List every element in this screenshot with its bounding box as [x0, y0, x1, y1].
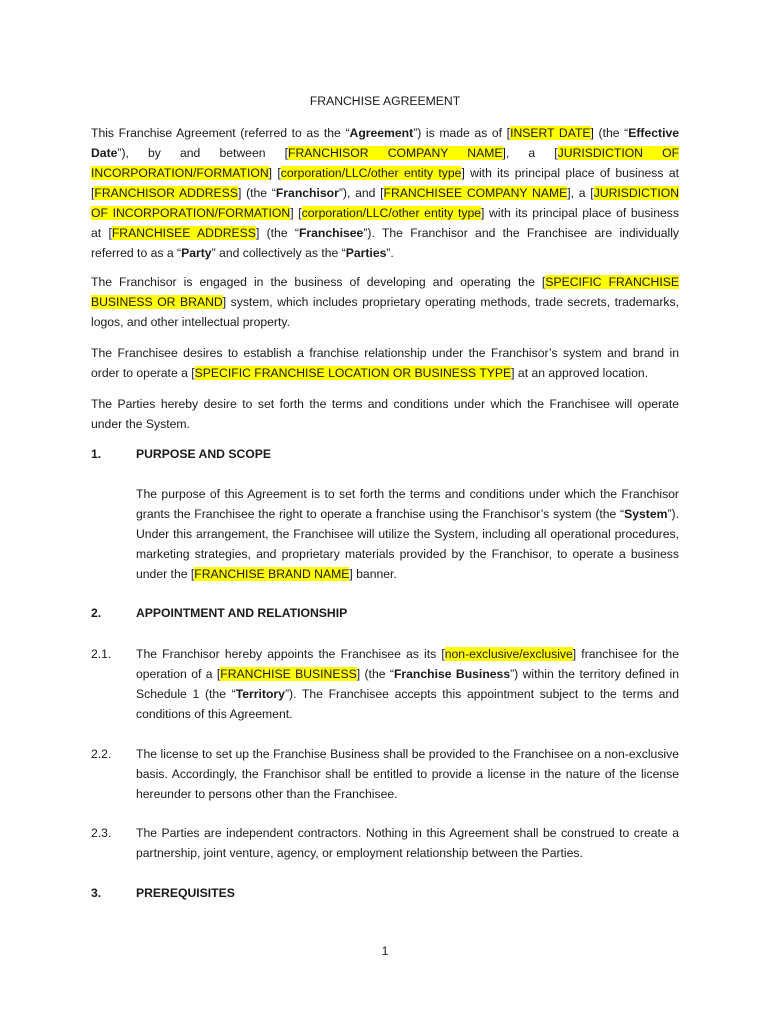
text: ”. [386, 246, 394, 260]
placeholder-field: FRANCHISOR ADDRESS [94, 186, 238, 200]
recital-paragraph [91, 343, 679, 383]
defined-term: Franchisee [298, 226, 364, 240]
section-heading: PURPOSE AND SCOPE [136, 447, 271, 461]
defined-term: System [624, 507, 668, 521]
text: ], a [ [567, 186, 594, 200]
text: ”) is made as of [ [413, 126, 511, 140]
text: ] [ [268, 166, 281, 180]
text: ”) within the territory defined in Schedule 1 (the “ [136, 667, 680, 701]
text: The purpose of this Agreement is to set forth the terms and conditions under which the Franchisor grants the Franchisee the right to operate a franchise using the Franchisor’s system (the “ [136, 487, 679, 521]
text: ] at an approved location. [511, 366, 649, 380]
placeholder-field: JURISDICTION OF INCORPORATION/FORMATION [91, 186, 679, 220]
page-number: 1 [381, 944, 389, 958]
text: The Parties are independent contractors. Nothing in this Agreement shall be construed to create a partnership, joint venture, agency, or employment relationship between the Parties. [136, 826, 679, 860]
text: ] banner. [349, 567, 397, 581]
section-paragraph [136, 484, 679, 584]
placeholder-field: FRANCHISEE COMPANY NAME [383, 186, 568, 200]
placeholder-field: SPECIFIC FRANCHISE LOCATION OR BUSINESS TYPE [194, 366, 512, 380]
text: ] with its principal place of business at [ [91, 166, 679, 200]
text: This Franchise Agreement (referred to as the “ [91, 126, 350, 140]
intro-paragraph [91, 123, 679, 263]
text: ”). Under this arrangement, the Franchisee will utilize the System, including all operational procedures, marketing strategies, and proprietary materials provided by the Franchisor, to operate a business under the [ [136, 507, 679, 581]
placeholder-field: FRANCHISEE ADDRESS [111, 226, 256, 240]
clause-number: 2.3. [91, 826, 112, 840]
text: The license to set up the Franchise Business shall be provided to the Franchisee on a non-exclusive basis. Accordingly, the Franchisor shall be entitled to provide a license in the nature of the license hereunder to persons other than the Franchisee. [136, 747, 679, 801]
defined-term: Party [181, 246, 212, 260]
section-number: 3. [91, 886, 102, 900]
clause-number: 2.1. [91, 647, 112, 661]
text: ”). The Franchisor and the Franchisee are individually referred to as a “ [91, 226, 680, 260]
recital-paragraph [91, 272, 679, 332]
clause-number: 2.2. [91, 747, 112, 761]
text: ] with its principal place of business at [ [91, 206, 679, 240]
recital-paragraph [91, 394, 679, 434]
placeholder-field: non-exclusive/exclusive [444, 647, 573, 661]
section-number: 2. [91, 606, 102, 620]
text: ] (the “ [356, 667, 394, 681]
section-number: 1. [91, 447, 102, 461]
text: ] (the “ [590, 126, 629, 140]
placeholder-field: corporation/LLC/other entity type [301, 206, 482, 220]
text: The Franchisee desires to establish a franchise relationship under the Franchisor’s system and brand in order to operate a [ [91, 346, 679, 380]
text: ”), by and between [ [117, 146, 289, 160]
text: The Franchisor hereby appoints the Franchisee as its [ [136, 647, 445, 661]
placeholder-field: FRANCHISOR COMPANY NAME [288, 146, 503, 160]
text: ] franchisee for the operation of a [ [136, 647, 679, 681]
text: ”), and [ [338, 186, 384, 200]
defined-term: Territory [235, 687, 285, 701]
text: ”). The Franchisee accepts this appointment subject to the terms and conditions of this Agreement. [136, 687, 679, 721]
section-heading: PREREQUISITES [136, 886, 235, 900]
text: The Parties hereby desire to set forth the terms and conditions under which the Franchisee will operate under the System. [91, 397, 679, 431]
placeholder-field: SPECIFIC FRANCHISE BUSINESS OR BRAND [91, 275, 679, 309]
document-title: FRANCHISE AGREEMENT [309, 94, 461, 108]
clause-paragraph [136, 644, 679, 724]
text: ] [ [290, 206, 302, 220]
section-heading: APPOINTMENT AND RELATIONSHIP [136, 606, 348, 620]
placeholder-field: JURISDICTION OF INCORPORATION/FORMATION [91, 146, 680, 180]
text: ] (the “ [237, 186, 276, 200]
defined-term: Effective Date [91, 126, 680, 160]
placeholder-field: FRANCHISE BRAND NAME [194, 567, 350, 581]
text: The Franchisor is engaged in the business of developing and operating the [ [91, 275, 546, 289]
defined-term: Franchisor [275, 186, 339, 200]
text: ], a [ [502, 146, 558, 160]
text: ” and collectively as the “ [211, 246, 346, 260]
placeholder-field: INSERT DATE [510, 126, 591, 140]
clause-paragraph [136, 744, 679, 804]
defined-term: Parties [345, 246, 387, 260]
text: ] system, which includes proprietary operating methods, trade secrets, trademarks, logos, and other intellectual property. [91, 295, 679, 329]
defined-term: Franchise Business [393, 667, 511, 681]
defined-term: Agreement [349, 126, 414, 140]
text: ] (the “ [255, 226, 299, 240]
placeholder-field: FRANCHISE BUSINESS [220, 667, 357, 681]
placeholder-field: corporation/LLC/other entity type [280, 166, 462, 180]
clause-paragraph [136, 823, 679, 863]
